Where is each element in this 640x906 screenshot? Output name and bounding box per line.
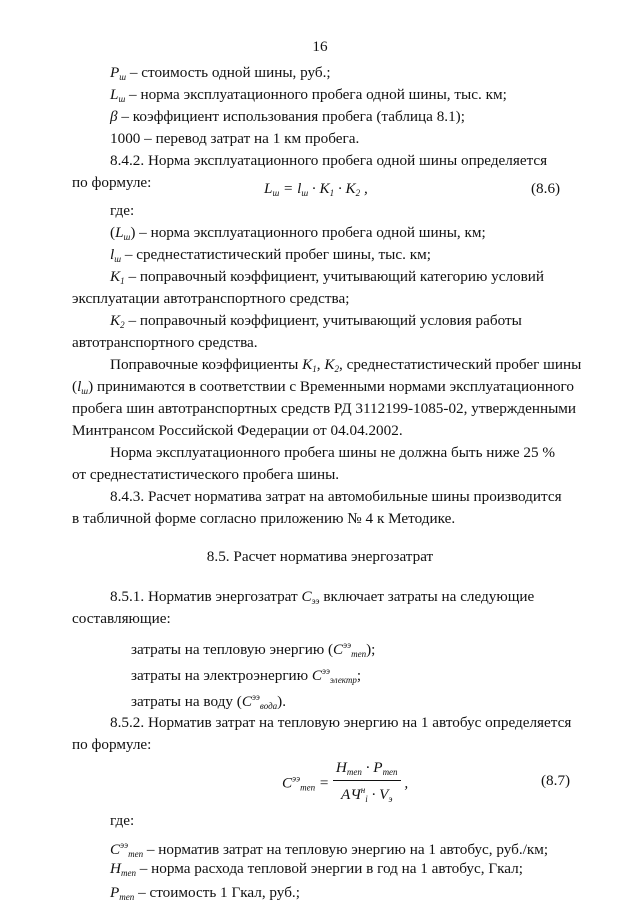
text-line: составляющие: — [72, 610, 171, 627]
text-line: $H_{теп}$ – норма расхода тепловой энергии в год на 1 автобус, Гкал; — [110, 860, 523, 878]
text-line: эксплуатации автотранспортного средства; — [72, 290, 350, 307]
formula-number: (8.7) — [541, 772, 571, 789]
text-line: где: — [110, 202, 135, 219]
text-line: $l_ш$ – среднестатистический пробег шины, тыс. км; — [110, 246, 431, 264]
text-line: Норма эксплуатационного пробега шины не должна быть ниже 25 % — [110, 444, 556, 461]
text-line: $(l_ш)$ принимаются в соответствии с Временными нормами эксплуатационного — [72, 378, 575, 396]
text-line: $L_ш$ – норма эксплуатационного пробега одной шины, тыс. км; — [110, 86, 507, 104]
formula-8-6: $L_ш = l_ш \cdot K_1 \cdot K_2$ , — [264, 180, 368, 198]
paragraph-line: $K_1$ – поправочный коэффициент, учитывающий категорию условий — [110, 268, 545, 286]
text-line: затраты на электроэнергию $C^{ээ}_{электр}$; — [131, 666, 362, 685]
text-line: $P_{теп}$ – стоимость 1 Гкал, руб.; — [110, 884, 300, 902]
paragraph-line: $K_2$ – поправочный коэффициент, учитывающий условия работы — [110, 312, 522, 330]
formula-8-7: $C^{ээ}_{теп}$ = $\frac{H_{теп} \cdot P_{теп}}{AЧ^н_i \cdot V_э}$ , — [282, 759, 409, 804]
text-line: автотранспортного средства. — [72, 334, 258, 351]
page-number: 16 — [312, 38, 328, 55]
text-line: по формуле: — [72, 174, 152, 191]
text-line: Минтрансом Российской Федерации от 04.04.2002. — [72, 422, 403, 439]
text-line: от среднестатистического пробега шины. — [72, 466, 340, 483]
formula-number: (8.6) — [531, 180, 561, 197]
text-line: в табличной форме согласно приложению № 4 к Методике. — [72, 510, 456, 527]
text-line: затраты на воду $(C^{ээ}_{вода})$. — [131, 692, 286, 711]
text-line: $P_ш$ – стоимость одной шины, руб.; — [110, 64, 331, 82]
text-line: 8.5.2. Норматив затрат на тепловую энергию на 1 автобус определяется — [110, 714, 572, 731]
text-line: 8.5.1. Норматив энергозатрат $C_{ээ}$ включает затраты на следующие — [110, 588, 535, 606]
text-line: по формуле: — [72, 736, 152, 753]
text-line: $(L_ш)$ – норма эксплуатационного пробега одной шины, км; — [110, 224, 486, 242]
text-line: 1000 – перевод затрат на 1 км пробега. — [110, 130, 360, 147]
paragraph-line: 8.4.2. Норма эксплуатационного пробега одной шины определяется — [110, 152, 548, 169]
text-line: 8.4.3. Расчет норматива затрат на автомобильные шины производится — [110, 488, 562, 505]
text-line: где: — [110, 812, 135, 829]
text-line: пробега шин автотранспортных средств РД 3112199-1085-02, утвержденными — [72, 400, 577, 417]
text-line: β – коэффициент использования пробега (таблица 8.1); — [110, 108, 465, 125]
section-heading: 8.5. Расчет норматива энергозатрат — [206, 548, 434, 565]
text-line: $C^{ээ}_{теп}$ – норматив затрат на тепловую энергию на 1 автобус, руб./км; — [110, 840, 549, 859]
text-line: Поправочные коэффициенты $K_1$, $K_2$, среднестатистический пробег шины — [110, 356, 582, 374]
text-line: затраты на тепловую энергию $(C^{ээ}_{теп})$; — [131, 640, 376, 659]
